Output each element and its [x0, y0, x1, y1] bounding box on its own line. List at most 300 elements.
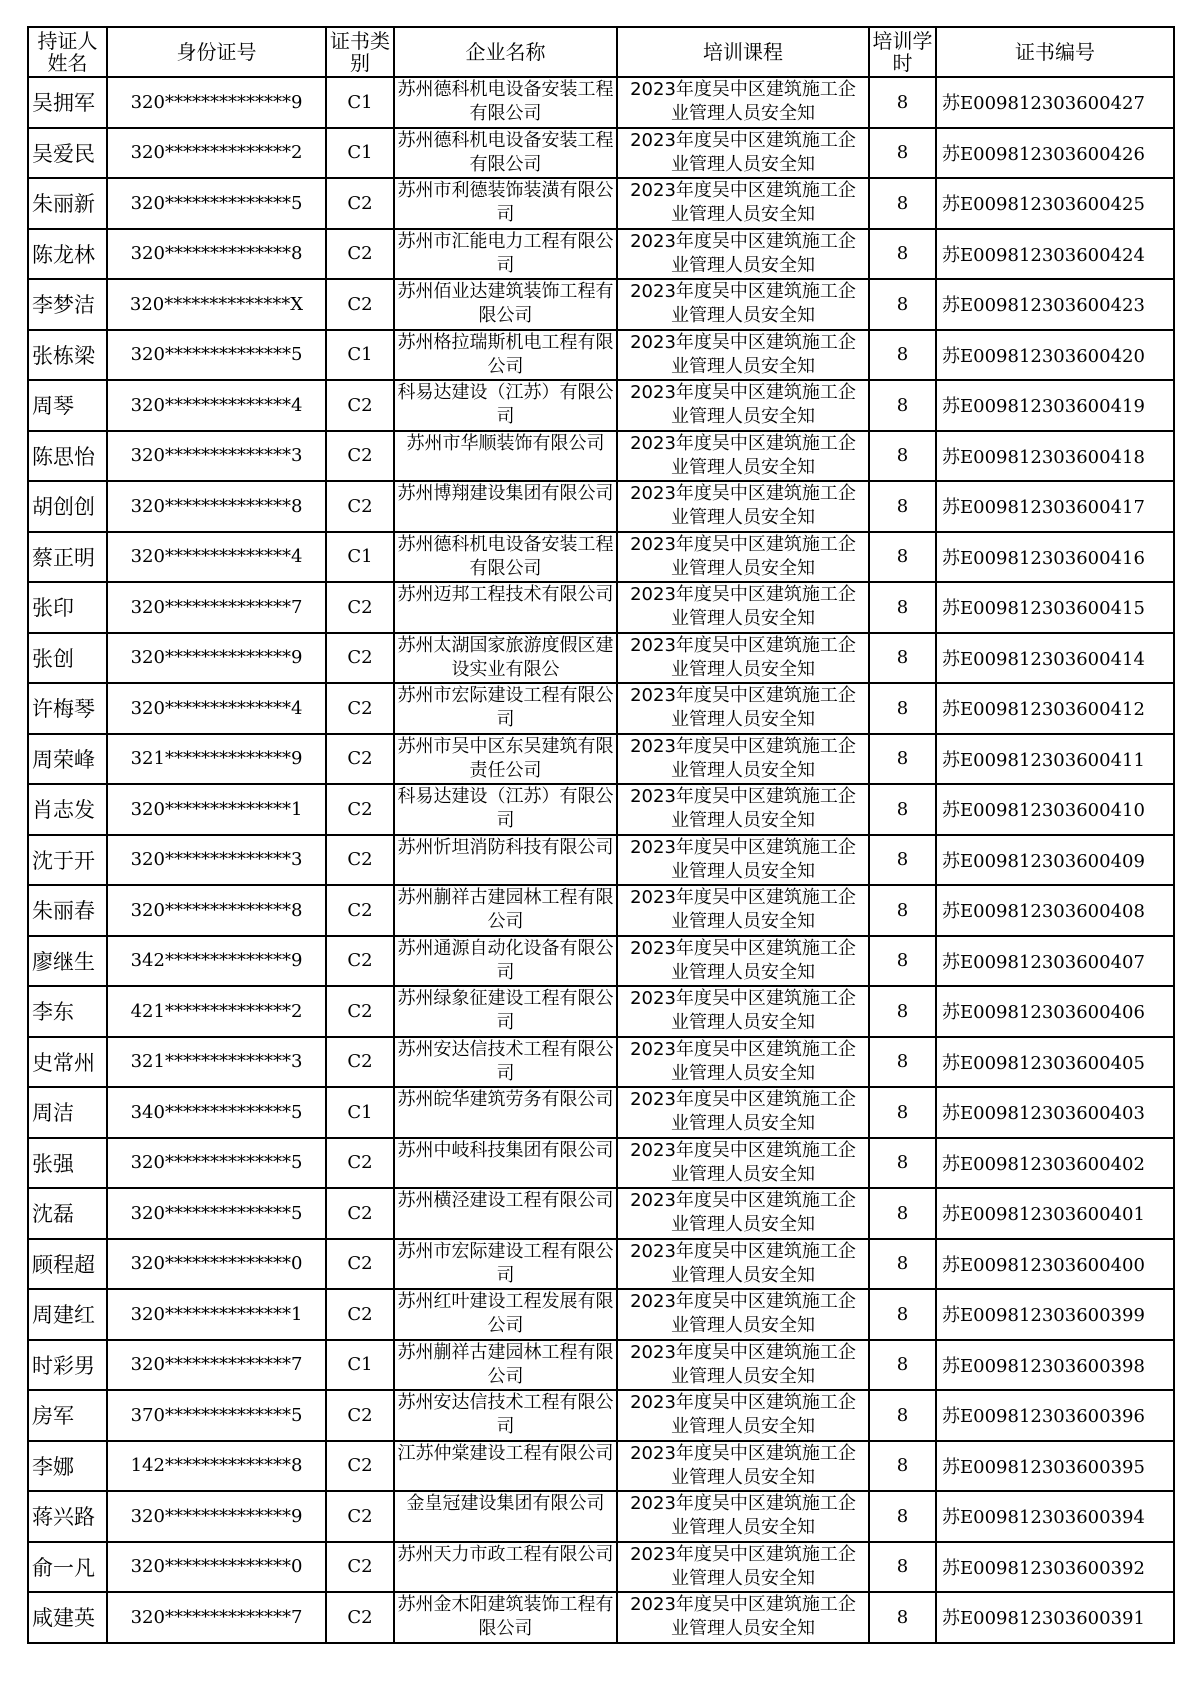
cell-hours: 8 [869, 1138, 936, 1189]
cell-company [394, 1037, 617, 1088]
table-row [28, 128, 1174, 179]
cell-company-text: 苏州金木阳建筑装饰工程有限公司 [397, 1594, 614, 1640]
cell-holder-name: 房军 [28, 1390, 107, 1441]
cell-cert-no: 苏E009812303600394 [936, 1491, 1174, 1542]
cell-course-text: 2023年度吴中区建筑施工企业管理人员安全知 [630, 1190, 856, 1236]
cell-cert-type: C2 [326, 936, 394, 987]
cell-holder-name: 李梦洁 [28, 279, 107, 330]
cell-cert-type: C2 [326, 633, 394, 684]
cell-hours: 8 [869, 1542, 936, 1593]
cell-company [394, 1491, 617, 1542]
cell-course [617, 77, 869, 128]
cell-id-number: 320**************1 [107, 784, 326, 835]
certificate-table [27, 26, 1175, 1644]
table-row [28, 330, 1174, 381]
cell-course-text: 2023年度吴中区建筑施工企业管理人员安全知 [630, 129, 856, 175]
cell-company-text: 苏州安达信技术工程有限公司 [397, 1392, 614, 1438]
cell-id-number: 342**************9 [107, 936, 326, 987]
cell-cert-type: C2 [326, 1188, 394, 1239]
cell-id-number: 320**************5 [107, 330, 326, 381]
cell-company-text: 苏州天力市政工程有限公司 [397, 1543, 614, 1565]
cell-course [617, 330, 869, 381]
cell-cert-no: 苏E009812303600419 [936, 380, 1174, 431]
cell-cert-type: C2 [326, 1542, 394, 1593]
header-course: 培训课程 [617, 27, 869, 77]
cell-holder-name: 史常州 [28, 1037, 107, 1088]
cell-company [394, 936, 617, 987]
cell-cert-no: 苏E009812303600402 [936, 1138, 1174, 1189]
cell-company-clip [395, 1189, 616, 1237]
cell-company-clip [395, 129, 616, 177]
table-row [28, 1037, 1174, 1088]
cell-company-clip [395, 331, 616, 379]
cell-course-text: 2023年度吴中区建筑施工企业管理人员安全知 [630, 533, 856, 579]
cell-hours: 8 [869, 1239, 936, 1290]
cell-cert-type: C2 [326, 1390, 394, 1441]
cell-company [394, 784, 617, 835]
table-row [28, 279, 1174, 330]
cell-cert-no: 苏E009812303600409 [936, 835, 1174, 886]
header-company: 企业名称 [394, 27, 617, 77]
cell-course [617, 835, 869, 886]
cell-course-clip [618, 482, 868, 530]
cell-id-number: 320**************7 [107, 1592, 326, 1643]
cell-id-number: 340**************5 [107, 1087, 326, 1138]
cell-hours: 8 [869, 1441, 936, 1492]
cell-company-clip [395, 533, 616, 581]
cell-cert-type: C2 [326, 1289, 394, 1340]
cell-id-number: 320**************9 [107, 1491, 326, 1542]
cell-course [617, 885, 869, 936]
cell-cert-no: 苏E009812303600415 [936, 582, 1174, 633]
cell-hours: 8 [869, 986, 936, 1037]
cell-company [394, 279, 617, 330]
cell-cert-no: 苏E009812303600414 [936, 633, 1174, 684]
cell-company-clip [395, 1290, 616, 1338]
cell-cert-type: C2 [326, 885, 394, 936]
cell-company [394, 1390, 617, 1441]
cell-company-clip [395, 1088, 616, 1136]
cell-company [394, 986, 617, 1037]
header-name: 持证人姓名 [28, 27, 107, 77]
cell-course-text: 2023年度吴中区建筑施工企业管理人员安全知 [630, 483, 856, 529]
cell-company-clip [395, 1139, 616, 1187]
cell-course-clip [618, 1240, 868, 1288]
cell-cert-no: 苏E009812303600403 [936, 1087, 1174, 1138]
cell-course-text: 2023年度吴中区建筑施工企业管理人员安全知 [630, 281, 856, 327]
cell-course-clip [618, 937, 868, 985]
cell-hours: 8 [869, 532, 936, 583]
cell-holder-name: 蒋兴路 [28, 1491, 107, 1542]
cell-course-clip [618, 1492, 868, 1540]
cell-cert-no: 苏E009812303600412 [936, 683, 1174, 734]
cell-holder-name: 张创 [28, 633, 107, 684]
table-row [28, 1188, 1174, 1239]
cell-holder-name: 张强 [28, 1138, 107, 1189]
cell-company-clip [395, 836, 616, 884]
cell-cert-type: C2 [326, 229, 394, 280]
cell-course-text: 2023年度吴中区建筑施工企业管理人员安全知 [630, 1038, 856, 1084]
cell-course [617, 481, 869, 532]
cell-company [394, 431, 617, 482]
cell-holder-name: 周荣峰 [28, 734, 107, 785]
cell-id-number: 320**************0 [107, 1542, 326, 1593]
cell-course-clip [618, 533, 868, 581]
cell-company [394, 1592, 617, 1643]
cell-course-clip [618, 735, 868, 783]
table-row [28, 1239, 1174, 1290]
cell-company [394, 835, 617, 886]
cell-holder-name: 时彩男 [28, 1340, 107, 1391]
cell-course-clip [618, 230, 868, 278]
cell-company-clip [395, 78, 616, 126]
cell-course [617, 178, 869, 229]
cell-holder-name: 咸建英 [28, 1592, 107, 1643]
cell-course-clip [618, 432, 868, 480]
cell-hours: 8 [869, 683, 936, 734]
cell-hours: 8 [869, 1592, 936, 1643]
cell-cert-type: C1 [326, 1087, 394, 1138]
cell-id-number: 320**************3 [107, 835, 326, 886]
cell-company [394, 734, 617, 785]
cell-company-clip [395, 381, 616, 429]
cell-course [617, 128, 869, 179]
cell-course-text: 2023年度吴中区建筑施工企业管理人员安全知 [630, 735, 856, 781]
cell-id-number: 320**************9 [107, 77, 326, 128]
table-row [28, 1592, 1174, 1643]
cell-course-clip [618, 1139, 868, 1187]
cell-company-text: 苏州德科机电设备安装工程有限公司 [397, 533, 614, 579]
cell-cert-no: 苏E009812303600407 [936, 936, 1174, 987]
cell-cert-no: 苏E009812303600395 [936, 1441, 1174, 1492]
cell-course-clip [618, 583, 868, 631]
cell-company-clip [395, 785, 616, 833]
cell-hours: 8 [869, 1037, 936, 1088]
cell-company [394, 1239, 617, 1290]
cell-cert-type: C1 [326, 330, 394, 381]
cell-cert-no: 苏E009812303600399 [936, 1289, 1174, 1340]
table-row [28, 986, 1174, 1037]
cell-course-clip [618, 987, 868, 1035]
cell-course-text: 2023年度吴中区建筑施工企业管理人员安全知 [630, 988, 856, 1034]
cell-holder-name: 吴爱民 [28, 128, 107, 179]
cell-company-clip [395, 1593, 616, 1641]
table-row [28, 77, 1174, 128]
cell-company-text: 江苏仲棠建设工程有限公司 [397, 1442, 614, 1464]
cell-company-text: 苏州德科机电设备安装工程有限公司 [397, 129, 614, 175]
table-row [28, 582, 1174, 633]
cell-cert-no: 苏E009812303600420 [936, 330, 1174, 381]
cell-course-clip [618, 179, 868, 227]
cell-cert-type: C2 [326, 784, 394, 835]
cell-course-text: 2023年度吴中区建筑施工企业管理人员安全知 [630, 331, 856, 377]
cell-course [617, 1491, 869, 1542]
cell-course-clip [618, 836, 868, 884]
cell-course-clip [618, 1088, 868, 1136]
cell-company-text: 苏州太湖国家旅游度假区建设实业有限公 [397, 634, 614, 680]
table-row [28, 532, 1174, 583]
cell-id-number: 320**************3 [107, 431, 326, 482]
cell-company-text: 苏州通源自动化设备有限公司 [397, 937, 614, 983]
cell-course [617, 936, 869, 987]
cell-id-number: 320**************0 [107, 1239, 326, 1290]
cell-company [394, 77, 617, 128]
cell-id-number: 320**************X [107, 279, 326, 330]
cell-company [394, 178, 617, 229]
table-row [28, 734, 1174, 785]
cell-cert-type: C2 [326, 683, 394, 734]
cell-cert-no: 苏E009812303600410 [936, 784, 1174, 835]
cell-course-text: 2023年度吴中区建筑施工企业管理人员安全知 [630, 1089, 856, 1135]
cell-company-clip [395, 280, 616, 328]
cell-holder-name: 朱丽新 [28, 178, 107, 229]
cell-id-number: 320**************5 [107, 1138, 326, 1189]
cell-course-clip [618, 1038, 868, 1086]
table-row [28, 784, 1174, 835]
cell-cert-no: 苏E009812303600426 [936, 128, 1174, 179]
cell-course [617, 1289, 869, 1340]
cell-course-clip [618, 886, 868, 934]
cell-company-text: 苏州市利德装饰装潢有限公司 [397, 180, 614, 226]
cell-hours: 8 [869, 784, 936, 835]
cell-hours: 8 [869, 885, 936, 936]
cell-course-clip [618, 1593, 868, 1641]
cell-holder-name: 张栋梁 [28, 330, 107, 381]
cell-course-clip [618, 1391, 868, 1439]
cell-course-clip [618, 1543, 868, 1591]
cell-holder-name: 张印 [28, 582, 107, 633]
table-row [28, 380, 1174, 431]
cell-holder-name: 蔡正明 [28, 532, 107, 583]
cell-id-number: 320**************8 [107, 885, 326, 936]
cell-course [617, 1037, 869, 1088]
cell-company-clip [395, 1492, 616, 1540]
cell-course-text: 2023年度吴中区建筑施工企业管理人员安全知 [630, 1493, 856, 1539]
cell-id-number: 321**************9 [107, 734, 326, 785]
cell-course-clip [618, 78, 868, 126]
cell-course-text: 2023年度吴中区建筑施工企业管理人员安全知 [630, 432, 856, 478]
cell-course-text: 2023年度吴中区建筑施工企业管理人员安全知 [630, 1594, 856, 1640]
table-row [28, 1138, 1174, 1189]
cell-course-text: 2023年度吴中区建筑施工企业管理人员安全知 [630, 1291, 856, 1337]
cell-course [617, 532, 869, 583]
cell-course-text: 2023年度吴中区建筑施工企业管理人员安全知 [630, 685, 856, 731]
table-row [28, 1491, 1174, 1542]
table-row [28, 1542, 1174, 1593]
cell-course [617, 633, 869, 684]
cell-cert-no: 苏E009812303600427 [936, 77, 1174, 128]
cell-cert-no: 苏E009812303600392 [936, 1542, 1174, 1593]
cell-cert-no: 苏E009812303600418 [936, 431, 1174, 482]
cell-course-text: 2023年度吴中区建筑施工企业管理人员安全知 [630, 887, 856, 933]
cell-course-text: 2023年度吴中区建筑施工企业管理人员安全知 [630, 180, 856, 226]
cell-course-text: 2023年度吴中区建筑施工企业管理人员安全知 [630, 1392, 856, 1438]
cell-id-number: 320**************2 [107, 128, 326, 179]
cell-cert-type: C2 [326, 1037, 394, 1088]
cell-company-text: 苏州佰业达建筑装饰工程有限公司 [397, 281, 614, 327]
cell-cert-type: C2 [326, 1592, 394, 1643]
cell-course [617, 1390, 869, 1441]
cell-hours: 8 [869, 481, 936, 532]
cell-hours: 8 [869, 128, 936, 179]
cell-course-clip [618, 634, 868, 682]
cell-holder-name: 肖志发 [28, 784, 107, 835]
cell-id-number: 320**************8 [107, 229, 326, 280]
cell-cert-type: C2 [326, 380, 394, 431]
cell-hours: 8 [869, 1340, 936, 1391]
table-row [28, 1390, 1174, 1441]
cell-hours: 8 [869, 431, 936, 482]
cell-holder-name: 周琴 [28, 380, 107, 431]
cell-company-clip [395, 937, 616, 985]
cell-company-clip [395, 735, 616, 783]
cell-holder-name: 周洁 [28, 1087, 107, 1138]
cell-cert-no: 苏E009812303600424 [936, 229, 1174, 280]
cell-company [394, 1289, 617, 1340]
cell-cert-type: C2 [326, 835, 394, 886]
table-row [28, 1441, 1174, 1492]
cell-course [617, 380, 869, 431]
cell-course [617, 279, 869, 330]
cell-cert-no: 苏E009812303600398 [936, 1340, 1174, 1391]
cell-cert-type: C2 [326, 734, 394, 785]
cell-company-clip [395, 634, 616, 682]
header-id-number: 身份证号 [107, 27, 326, 77]
cell-company-text: 苏州红叶建设工程发展有限公司 [397, 1291, 614, 1337]
cell-id-number: 320**************8 [107, 481, 326, 532]
header-cert-type: 证书类别 [326, 27, 394, 77]
cell-company [394, 582, 617, 633]
cell-holder-name: 吴拥军 [28, 77, 107, 128]
cell-course-clip [618, 1290, 868, 1338]
cell-course [617, 986, 869, 1037]
cell-holder-name: 李娜 [28, 1441, 107, 1492]
cell-cert-no: 苏E009812303600405 [936, 1037, 1174, 1088]
cell-cert-type: C2 [326, 279, 394, 330]
cell-company [394, 1087, 617, 1138]
cell-course-text: 2023年度吴中区建筑施工企业管理人员安全知 [630, 1442, 856, 1488]
cell-cert-type: C2 [326, 1491, 394, 1542]
cell-cert-no: 苏E009812303600416 [936, 532, 1174, 583]
cell-company [394, 1542, 617, 1593]
cell-company-text: 苏州格拉瑞斯机电工程有限公司 [397, 331, 614, 377]
cell-course-clip [618, 1341, 868, 1389]
table-row [28, 835, 1174, 886]
cell-company [394, 1441, 617, 1492]
cell-company-clip [395, 230, 616, 278]
table-row [28, 1340, 1174, 1391]
cell-hours: 8 [869, 330, 936, 381]
cell-hours: 8 [869, 380, 936, 431]
cell-id-number: 320**************9 [107, 633, 326, 684]
cell-course [617, 784, 869, 835]
cell-holder-name: 周建红 [28, 1289, 107, 1340]
cell-holder-name: 李东 [28, 986, 107, 1037]
cell-holder-name: 顾程超 [28, 1239, 107, 1290]
cell-id-number: 370**************5 [107, 1390, 326, 1441]
cell-id-number: 320**************4 [107, 532, 326, 583]
cell-course [617, 1087, 869, 1138]
cell-holder-name: 胡创创 [28, 481, 107, 532]
cell-course [617, 582, 869, 633]
cell-company-clip [395, 886, 616, 934]
cell-company-text: 苏州市宏际建设工程有限公司 [397, 685, 614, 731]
cell-hours: 8 [869, 582, 936, 633]
cell-company-text: 苏州市宏际建设工程有限公司 [397, 1240, 614, 1286]
cell-company-text: 苏州市吴中区东吴建筑有限责任公司 [397, 735, 614, 781]
cell-company [394, 1138, 617, 1189]
cell-cert-no: 苏E009812303600411 [936, 734, 1174, 785]
cell-hours: 8 [869, 1087, 936, 1138]
cell-course [617, 734, 869, 785]
cell-hours: 8 [869, 1390, 936, 1441]
cell-course-text: 2023年度吴中区建筑施工企业管理人员安全知 [630, 836, 856, 882]
cell-cert-no: 苏E009812303600417 [936, 481, 1174, 532]
cell-company-clip [395, 432, 616, 480]
cell-course-text: 2023年度吴中区建筑施工企业管理人员安全知 [630, 1240, 856, 1286]
cell-company-clip [395, 1391, 616, 1439]
cell-company [394, 330, 617, 381]
cell-id-number: 320**************5 [107, 178, 326, 229]
cell-company-text: 苏州市汇能电力工程有限公司 [397, 230, 614, 276]
cell-course [617, 1441, 869, 1492]
cell-course-text: 2023年度吴中区建筑施工企业管理人员安全知 [630, 937, 856, 983]
cell-course-clip [618, 1189, 868, 1237]
cell-company-clip [395, 583, 616, 631]
cell-holder-name: 朱丽春 [28, 885, 107, 936]
cell-holder-name: 俞一凡 [28, 1542, 107, 1593]
cell-company [394, 229, 617, 280]
cell-company-text: 苏州蒯祥古建园林工程有限公司 [397, 887, 614, 933]
cell-course [617, 1239, 869, 1290]
cell-company-clip [395, 179, 616, 227]
cell-company-text: 金皇冠建设集团有限公司 [406, 1493, 605, 1515]
cell-company-clip [395, 1543, 616, 1591]
cell-hours: 8 [869, 229, 936, 280]
header-cert-no: 证书编号 [936, 27, 1174, 77]
cell-holder-name: 廖继生 [28, 936, 107, 987]
cell-course [617, 431, 869, 482]
cell-course-clip [618, 331, 868, 379]
table-row [28, 936, 1174, 987]
cell-company-text: 苏州皖华建筑劳务有限公司 [397, 1089, 614, 1111]
table-body [28, 77, 1174, 1643]
cell-company [394, 481, 617, 532]
table-row [28, 683, 1174, 734]
header-hours: 培训学时 [869, 27, 936, 77]
cell-company-clip [395, 1240, 616, 1288]
cell-holder-name: 沈磊 [28, 1188, 107, 1239]
cell-hours: 8 [869, 633, 936, 684]
cell-cert-type: C1 [326, 1340, 394, 1391]
cell-hours: 8 [869, 835, 936, 886]
cell-course [617, 229, 869, 280]
cell-company-text: 苏州德科机电设备安装工程有限公司 [397, 79, 614, 125]
cell-course [617, 1542, 869, 1593]
cell-cert-type: C2 [326, 1441, 394, 1492]
cell-hours: 8 [869, 1289, 936, 1340]
cell-course-text: 2023年度吴中区建筑施工企业管理人员安全知 [630, 584, 856, 630]
cell-cert-type: C1 [326, 128, 394, 179]
cell-hours: 8 [869, 936, 936, 987]
cell-id-number: 320**************1 [107, 1289, 326, 1340]
cell-holder-name: 许梅琴 [28, 683, 107, 734]
cell-course-text: 2023年度吴中区建筑施工企业管理人员安全知 [630, 382, 856, 428]
cell-company-clip [395, 987, 616, 1035]
cell-company-text: 科易达建设（江苏）有限公司 [397, 786, 614, 832]
cell-course [617, 1188, 869, 1239]
cell-company [394, 128, 617, 179]
